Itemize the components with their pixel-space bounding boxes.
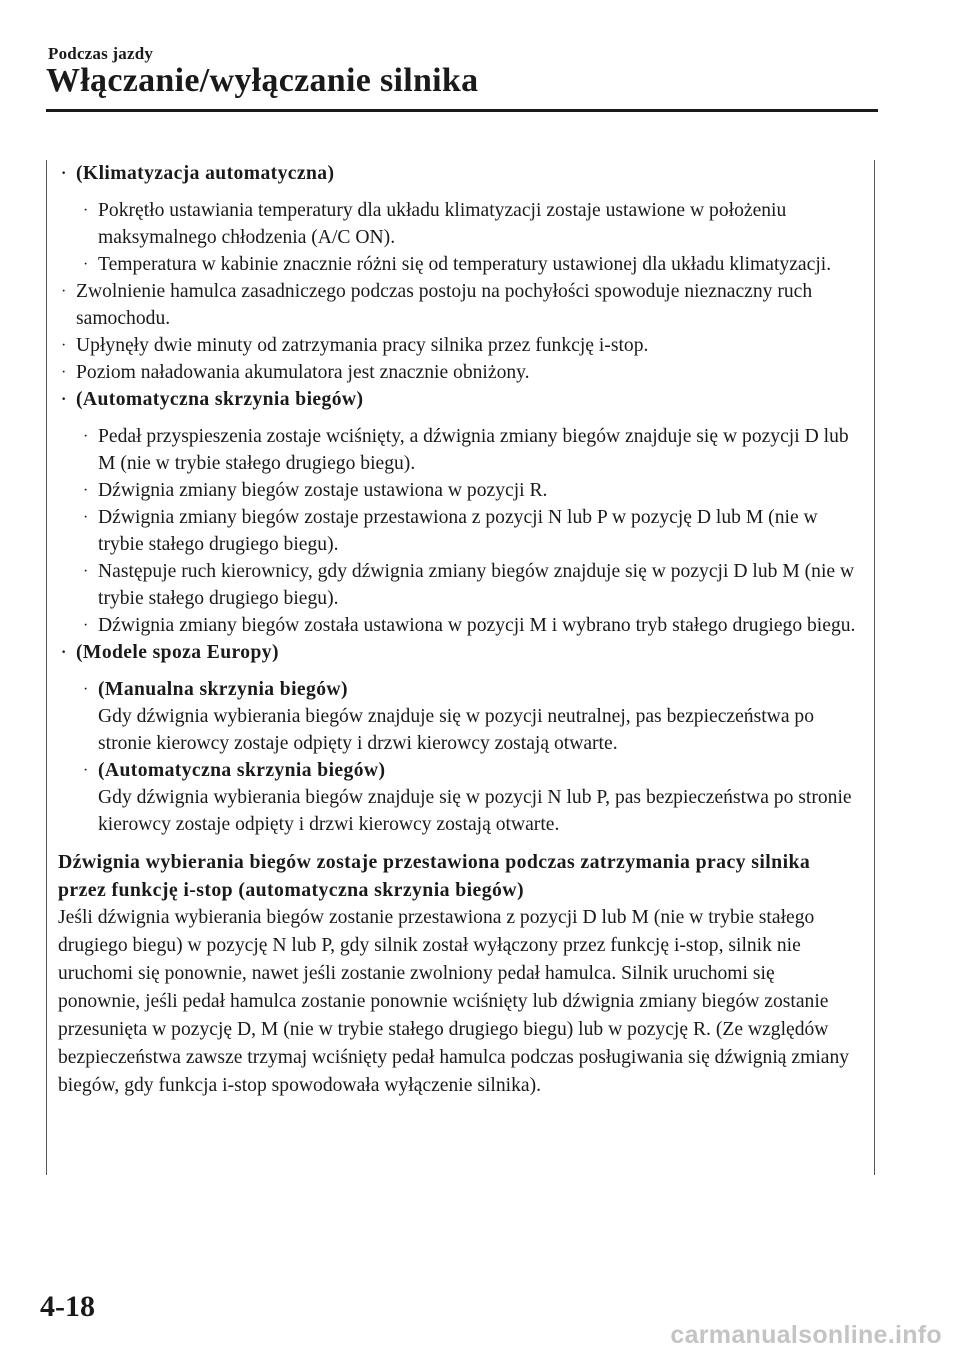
page-title: Włączanie/wyłączanie silnika	[46, 62, 479, 99]
bullet-dot: ·	[61, 391, 67, 408]
bullet-accelerator: · Pedał przyspieszenia zostaje wciśnięty, a dźwignia zmiany biegów znajduje się w pozycji D lub M (nie w trybie stałego drugiego biegu).	[80, 423, 858, 477]
bullet-dot: ·	[83, 762, 89, 779]
manual-transmission-heading: (Manualna skrzynia biegów)	[98, 679, 348, 700]
watermark: carmanualsonline.info	[670, 1321, 942, 1349]
bullet-shift-n-p: · Dźwignia zmiany biegów zostaje przestawiona z pozycji N lub P w pozycję D lub M (nie w trybie stałego drugiego biegu).	[80, 504, 858, 558]
bullet-two-minutes: · Upłynęły dwie minuty od zatrzymania pracy silnika przez funkcję i-stop.	[58, 332, 858, 359]
page-number: 4-18	[40, 1290, 95, 1323]
left-margin-rule	[46, 160, 47, 1175]
bullet-dot: ·	[83, 202, 89, 219]
bullet-dot: ·	[83, 428, 89, 445]
bullet-brake-release: · Zwolnienie hamulca zasadniczego podczas postoju na pochyłości spowoduje nieznaczny ruch samochodu.	[58, 278, 858, 332]
bullet-dot: ·	[61, 364, 67, 381]
bullet-manual-transmission	[80, 676, 858, 757]
bullet-dot: ·	[61, 337, 67, 354]
bullet-climate-knob: · Pokrętło ustawiania temperatury dla układu klimatyzacji zostaje ustawione w położeniu maksymalnego chłodzenia (A/C ON).	[80, 197, 858, 251]
bullet-dot: ·	[83, 681, 89, 698]
main-content	[58, 160, 858, 1100]
automatic-transmission-heading: (Automatyczna skrzynia biegów)	[98, 760, 386, 781]
bullet-dot: ·	[83, 256, 89, 273]
automatic-transmission-text: Gdy dźwignia wybierania biegów znajduje się w pozycji N lub P, pas bezpieczeństwa po stronie kierowcy zostaje odpięty i drzwi kierowcy zostają otwarte.	[98, 787, 852, 835]
bullet-steering: · Następuje ruch kierownicy, gdy dźwignia zmiany biegów znajduje się w pozycji D lub M (nie w trybie stałego drugiego biegu).	[80, 558, 858, 612]
manual-transmission-text: Gdy dźwignia wybierania biegów znajduje się w pozycji neutralnej, pas bezpieczeństwa po stronie kierowcy zostaje odpięty i drzwi kierowcy zostają otwarte.	[98, 706, 815, 754]
bullet-climate-heading: · (Klimatyzacja automatyczna)	[58, 160, 858, 187]
bullet-battery: · Poziom naładowania akumulatora jest znacznie obniżony.	[58, 359, 858, 386]
bullet-dot: ·	[83, 563, 89, 580]
title-divider	[46, 109, 878, 112]
bullet-dot: ·	[83, 482, 89, 499]
bullet-dot: ·	[61, 165, 67, 182]
paragraph-body: Jeśli dźwignia wybierania biegów zostanie przestawiona z pozycji D lub M (nie w trybie stałego drugiego biegu) w pozycję N lub P, gdy silnik został wyłączony przez funkcję i-stop, silnik nie uruchomi się ponownie, nawet jeśli zostanie zwolniony pedał hamulca. Silnik uruchomi się ponownie, jeśli pedał hamulca zostanie ponownie wciśnięty lub dźwignia zmiany biegów zostanie przesunięta w pozycję D, M (nie w trybie stałego drugiego biegu) lub w pozycję R. (Ze względów bezpieczeństwa zawsze trzymaj wciśnięty pedał hamulca podczas posługiwania się dźwignią zmiany biegów, gdy funkcja i-stop spowodowała wyłączenie silnika).	[58, 907, 850, 1096]
section-label: Podczas jazdy	[48, 44, 154, 63]
bullet-climate-temperature: · Temperatura w kabinie znacznie różni się od temperatury ustawionej dla układu klimatyzacji.	[80, 251, 858, 278]
bullet-dot: ·	[83, 509, 89, 526]
paragraph-heading: Dźwignia wybierania biegów zostaje przestawiona podczas zatrzymania pracy silnika przez funkcję i-stop (automatyczna skrzynia biegów)	[58, 851, 811, 901]
bullet-dot: ·	[61, 644, 67, 661]
bullet-shift-r: · Dźwignia zmiany biegów zostaje ustawiona w pozycji R.	[80, 477, 858, 504]
bullet-second-gear: · Dźwignia zmiany biegów została ustawiona w pozycji M i wybrano tryb stałego drugiego biegu.	[80, 612, 858, 639]
bullet-dot: ·	[83, 617, 89, 634]
bullet-automatic-transmission	[80, 757, 858, 838]
bullet-dot: ·	[61, 283, 67, 300]
bullet-automatic-heading: · (Automatyczna skrzynia biegów)	[58, 386, 858, 413]
right-margin-rule	[874, 160, 875, 1175]
bullet-non-europe-heading: · (Modele spoza Europy)	[58, 639, 858, 666]
